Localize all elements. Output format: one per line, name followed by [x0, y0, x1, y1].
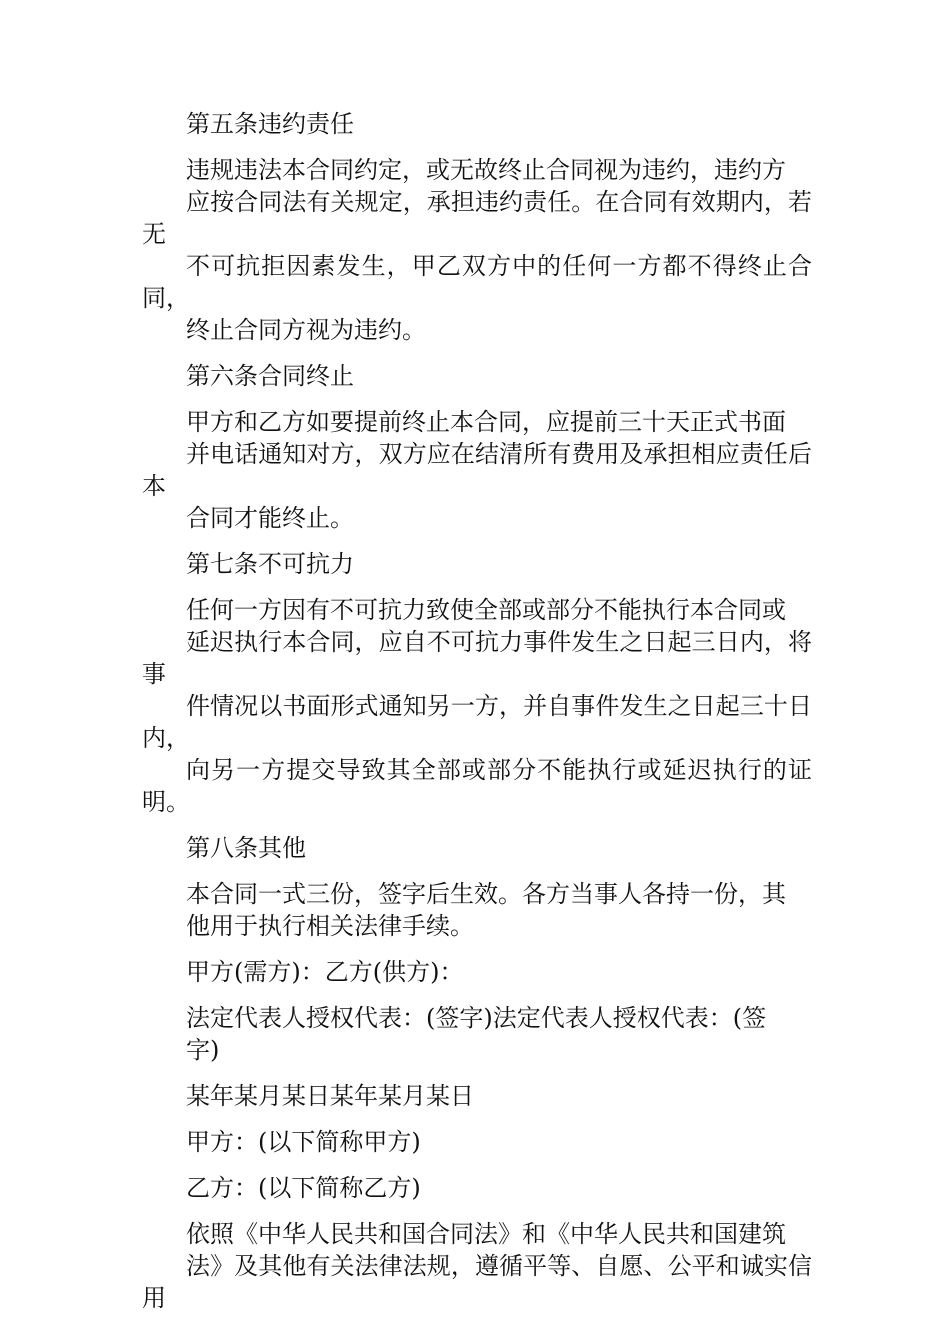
paragraph-legal-basis: 依照《中华人民共和国合同法》和《中华人民共和国建筑 法》及其他有关法律法规，遵循平等、自愿、公平和诚实信用 [142, 1220, 812, 1312]
signature-parties-line: 甲方(需方)：乙方(供方)： [186, 958, 464, 986]
document-body [142, 108, 812, 1328]
section-heading-other: 第八条其他 [186, 834, 306, 862]
section-heading-force-majeure: 第七条不可抗力 [186, 550, 354, 578]
signature-representatives-line: 法定代表人授权代表：(签字)法定代表人授权代表：(签 字) [186, 1004, 767, 1064]
paragraph-breach-liability: 违规违法本合同约定，或无故终止合同视为违约，违约方 应按合同法有关规定，承担违约责任。在合同有效期内，若无 不可抗拒因素发生，甲乙双方中的任何一方都不得终止合同， 终止合同方视为违约。 [142, 156, 812, 344]
paragraph-termination: 甲方和乙方如要提前终止本合同，应提前三十天正式书面 并电话通知对方，双方应在结清所有费用及承担相应责任后本 合同才能终止。 [142, 408, 812, 532]
section-heading-termination: 第六条合同终止 [186, 362, 354, 390]
paragraph-force-majeure: 任何一方因有不可抗力致使全部或部分不能执行本合同或 延迟执行本合同，应自不可抗力事件发生之日起三日内，将事 件情况以书面形式通知另一方，并自事件发生之日起三十日内， 向另一方提交导致其全部或部分不能执行或延迟执行的证明。 [142, 596, 812, 816]
paragraph-other: 本合同一式三份，签字后生效。各方当事人各持一份，其 他用于执行相关法律手续。 [186, 880, 786, 940]
party-a-line: 甲方：(以下简称甲方) [186, 1128, 421, 1156]
signature-dates-line: 某年某月某日某年某月某日 [186, 1082, 474, 1110]
party-b-line: 乙方：(以下简称乙方) [186, 1174, 421, 1202]
section-heading-breach-liability: 第五条违约责任 [186, 110, 354, 138]
